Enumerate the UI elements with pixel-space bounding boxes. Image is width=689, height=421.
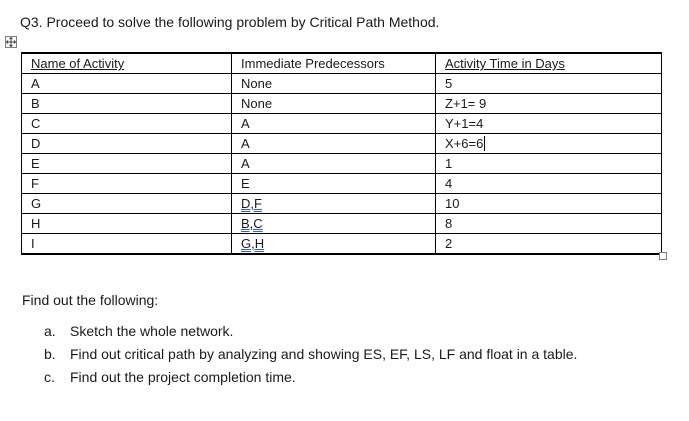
header-name-of-activity[interactable]: Name of Activity xyxy=(22,53,232,74)
move-arrows-icon[interactable] xyxy=(5,36,17,48)
cell-activity-name[interactable]: I xyxy=(22,234,232,255)
table-row xyxy=(22,134,662,154)
cell-activity-time[interactable]: Y+1=4 xyxy=(436,114,662,134)
question-title: Q3. Proceed to solve the following problem by Critical Path Method. xyxy=(20,14,440,30)
cell-activity-time[interactable]: 1 xyxy=(436,154,662,174)
cell-activity-time[interactable]: 4 xyxy=(436,174,662,194)
cell-activity-name[interactable]: H xyxy=(22,214,232,234)
cell-predecessors[interactable]: A xyxy=(232,134,436,154)
table-row xyxy=(22,214,662,234)
cell-activity-name[interactable]: A xyxy=(22,74,232,94)
spellcheck-flagged-text: B,C xyxy=(241,216,263,231)
cell-predecessors[interactable]: A xyxy=(232,154,436,174)
cell-predecessors[interactable] xyxy=(232,194,436,214)
cell-activity-time[interactable]: 5 xyxy=(436,74,662,94)
cell-activity-time[interactable]: 2 xyxy=(436,234,662,255)
cell-predecessors[interactable]: E xyxy=(232,174,436,194)
cell-activity-name[interactable]: D xyxy=(22,134,232,154)
table-row xyxy=(22,154,662,174)
cell-activity-time[interactable]: 8 xyxy=(436,214,662,234)
task-list xyxy=(44,320,577,389)
list-item-text: Find out the project completion time. xyxy=(70,369,296,385)
cell-activity-name[interactable]: G xyxy=(22,194,232,214)
resize-square-icon[interactable] xyxy=(659,252,667,260)
cell-predecessors[interactable] xyxy=(232,214,436,234)
cell-predecessors[interactable]: None xyxy=(232,94,436,114)
cell-predecessors[interactable] xyxy=(232,234,436,255)
cell-activity-name[interactable]: B xyxy=(22,94,232,114)
list-item xyxy=(44,343,577,366)
list-marker: b. xyxy=(44,346,56,362)
header-activity-time[interactable]: Activity Time in Days xyxy=(436,53,662,74)
text-cursor xyxy=(484,136,485,151)
find-out-intro: Find out the following: xyxy=(22,292,159,308)
cell-activity-name[interactable]: F xyxy=(22,174,232,194)
table-row xyxy=(22,94,662,114)
table-row xyxy=(22,194,662,214)
spellcheck-flagged-text: D,F xyxy=(241,196,262,211)
table-header-row xyxy=(22,53,662,74)
cell-activity-time[interactable]: Z+1= 9 xyxy=(436,94,662,114)
table-row xyxy=(22,234,662,255)
cell-activity-time[interactable] xyxy=(436,134,662,154)
table-row xyxy=(22,174,662,194)
cell-activity-name[interactable]: E xyxy=(22,154,232,174)
cell-predecessors[interactable]: None xyxy=(232,74,436,94)
cell-activity-time[interactable]: 10 xyxy=(436,194,662,214)
list-item-text: Find out critical path by analyzing and showing ES, EF, LS, LF and float in a table. xyxy=(70,346,578,362)
list-marker: a. xyxy=(44,323,56,339)
cell-predecessors[interactable]: A xyxy=(232,114,436,134)
list-item xyxy=(44,366,577,389)
cell-activity-name[interactable]: C xyxy=(22,114,232,134)
header-immediate-predecessors[interactable]: Immediate Predecessors xyxy=(232,53,436,74)
activity-table xyxy=(21,52,662,255)
table-row xyxy=(22,114,662,134)
table-row xyxy=(22,74,662,94)
list-marker: c. xyxy=(44,369,55,385)
spellcheck-flagged-text: G,H xyxy=(241,236,265,251)
list-item xyxy=(44,320,577,343)
cell-time-text: X+6=6 xyxy=(445,136,484,151)
list-item-text: Sketch the whole network. xyxy=(70,323,234,339)
